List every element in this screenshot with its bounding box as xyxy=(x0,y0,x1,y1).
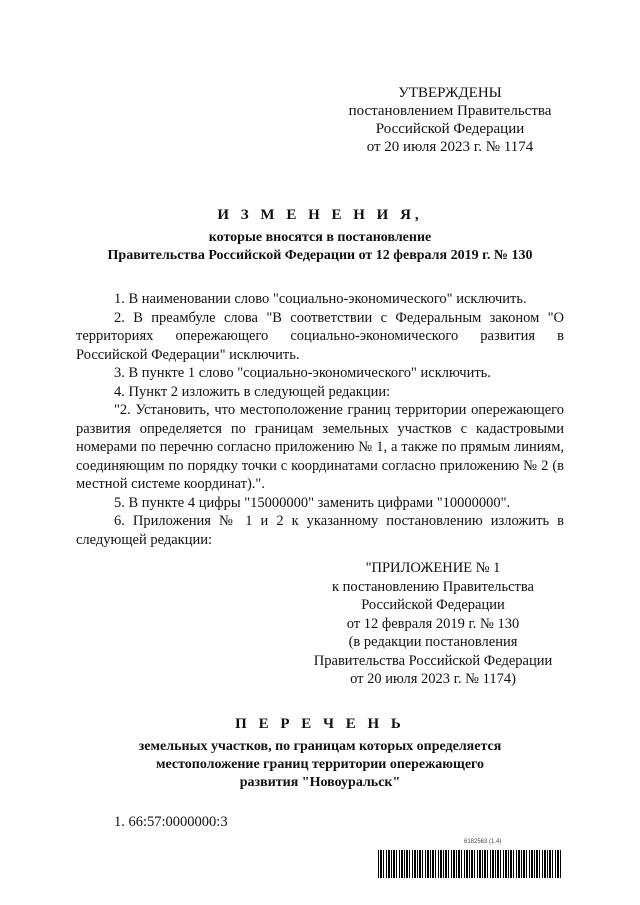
paragraph-6: 6. Приложения № 1 и 2 к указанному постановлению изложить в следующей редакции: xyxy=(76,513,564,548)
list-title: П Е Р Е Ч Е Н Ь xyxy=(235,716,405,732)
document-number: 6182563 (1.4) xyxy=(464,839,502,845)
approval-line: Российской Федерации xyxy=(375,121,525,137)
paragraph-4-quote: "2. Установить, что местоположение границ территории опережающего развития определяется по границам земельных участков с кадастровыми номерами по перечню согласно приложению № 1, а также по прямым линиям, соединяющим по порядку точки с координатами согласно приложению № 2 (в местной системе координат).". xyxy=(76,402,564,492)
appendix-line: Правительства Российской Федерации xyxy=(313,652,553,669)
approval-title: УТВЕРЖДЕНЫ xyxy=(398,85,502,101)
document-subtitle xyxy=(0,229,640,265)
paragraph-4: 4. Пункт 2 изложить в следующей редакции: xyxy=(114,383,391,400)
list-subtitle xyxy=(0,738,640,792)
paragraph-3: 3. В пункте 1 слово "социально-экономического" исключить. xyxy=(114,365,491,381)
appendix-line: от 20 июля 2023 г. № 1174) xyxy=(350,671,516,687)
approval-line: постановлением Правительства xyxy=(348,103,552,119)
appendix-line: от 12 февраля 2019 г. № 130 xyxy=(346,615,520,632)
list-item: 1. 66:57:0000000:3 xyxy=(114,814,228,830)
appendix-line: к постановлению Правительства xyxy=(332,578,534,595)
list-subtitle-line: земельных участков, по границам которых определяется xyxy=(138,739,502,754)
list-subtitle-line: местоположение границ территории опережающего xyxy=(155,757,485,772)
paragraph-2: 2. В преамбуле слова "В соответствии с Федеральным законом "О территориях опережающего социально-экономического развития в Российской Федерации" исключить. xyxy=(76,309,564,363)
appendix-line: (в редакции постановления xyxy=(348,634,518,650)
subtitle-line: Правительства Российской Федерации от 12 февраля 2019 г. № 130 xyxy=(107,248,533,263)
subtitle-line: которые вносятся в постановление xyxy=(208,230,432,245)
appendix-line: "ПРИЛОЖЕНИЕ № 1 xyxy=(365,560,501,576)
approval-block xyxy=(330,84,570,156)
appendix-block xyxy=(300,559,566,689)
paragraph-5: 5. В пункте 4 цифры "15000000" заменить цифрами "10000000". xyxy=(114,494,511,511)
approval-date: от 20 июля 2023 г. № 1174 xyxy=(366,139,534,155)
document-body xyxy=(76,290,564,549)
appendix-line: Российской Федерации xyxy=(361,597,505,613)
document-title: И З М Е Н Е Н И Я, xyxy=(217,207,423,223)
paragraph-1: 1. В наименовании слово "социально-экономического" исключить. xyxy=(114,291,527,307)
barcode-image xyxy=(378,850,562,878)
list-subtitle-line: развития "Новоуральск" xyxy=(239,775,401,790)
